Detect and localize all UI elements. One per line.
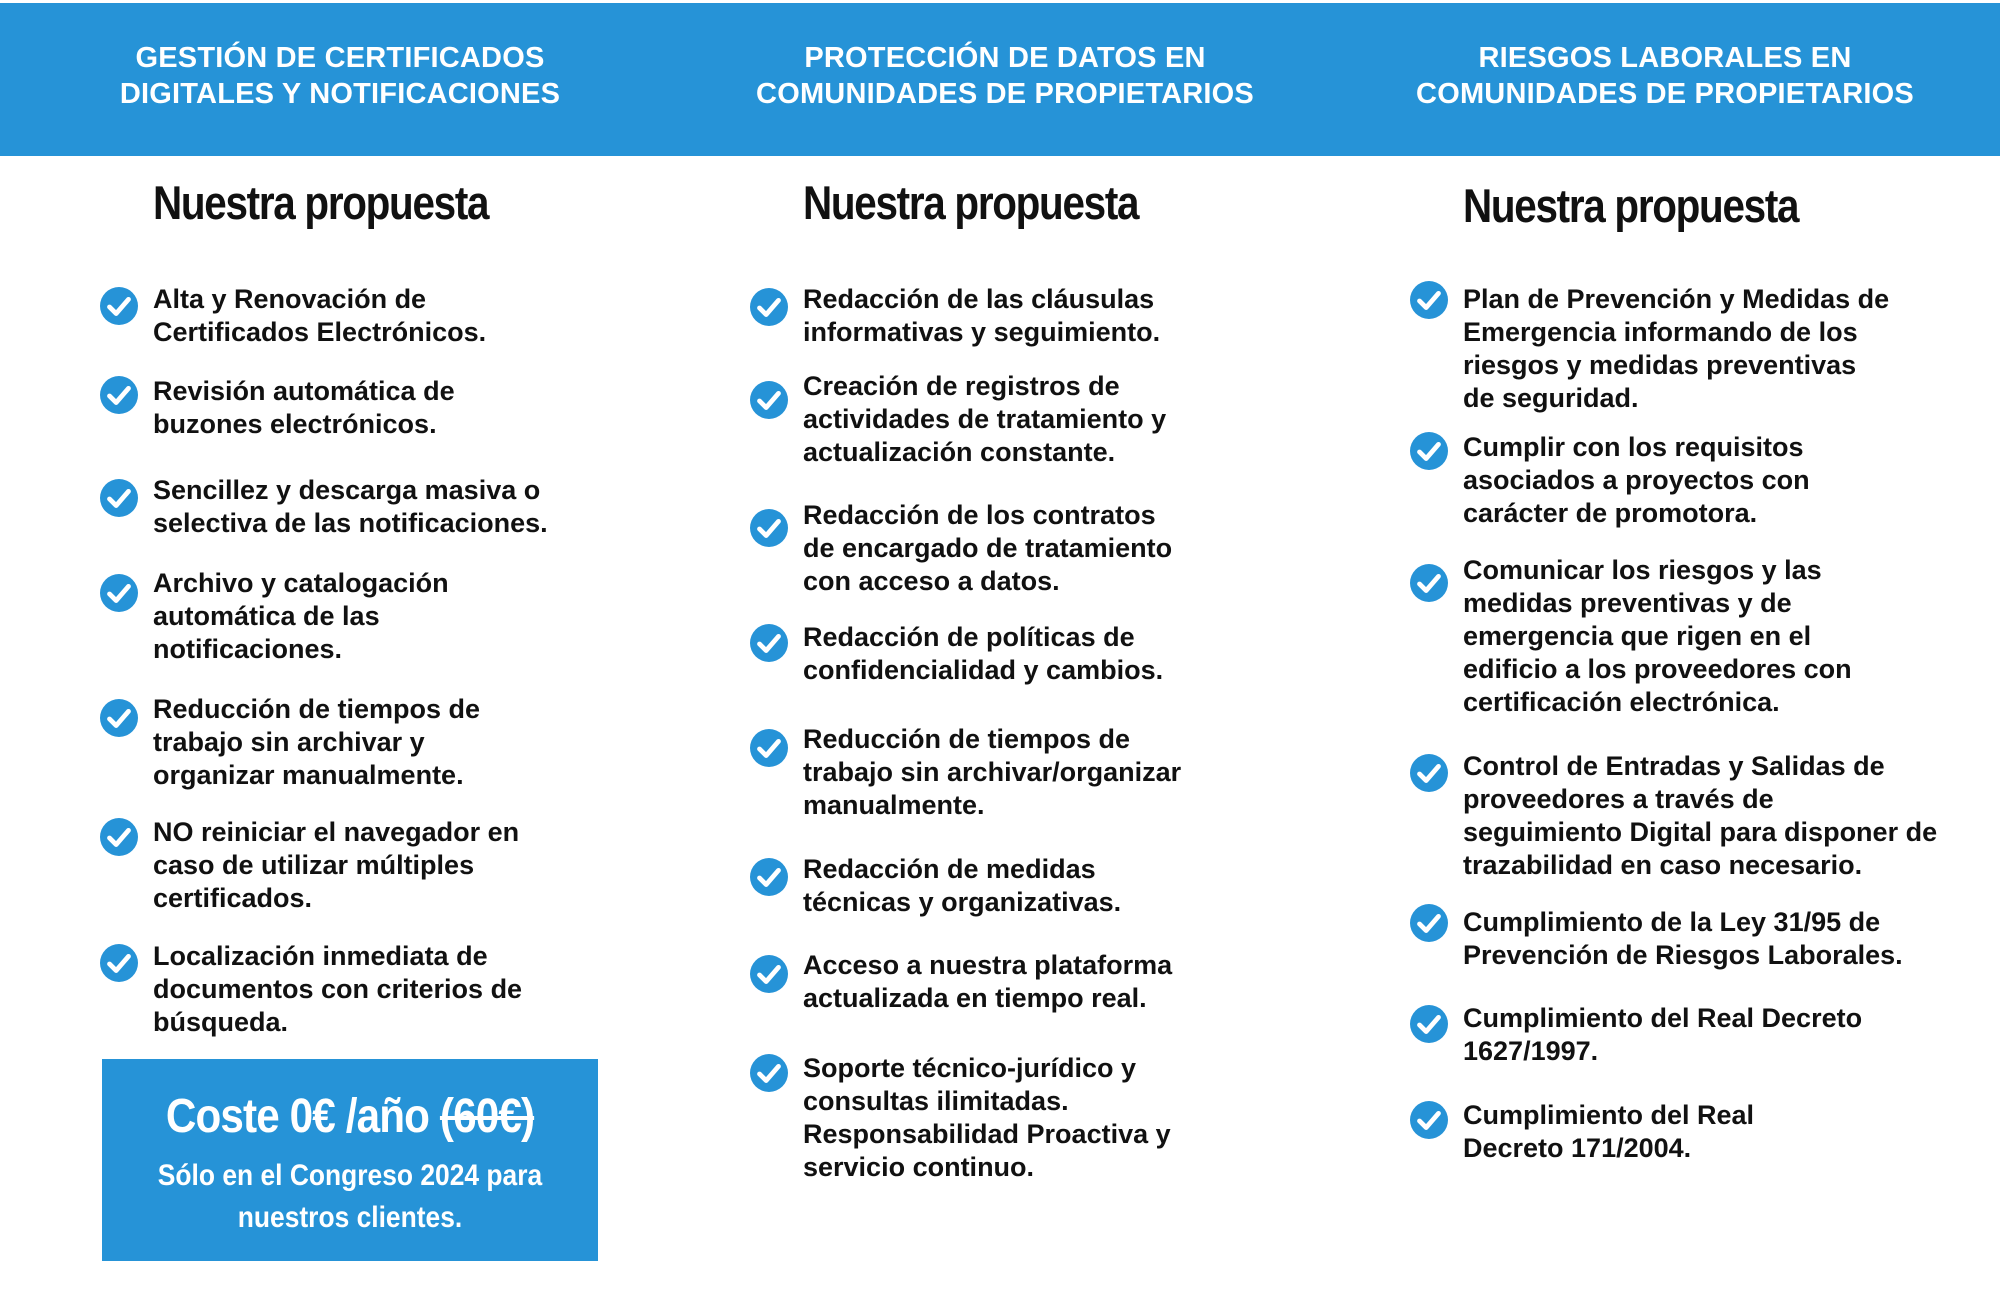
column-header-proteccion-datos [700,40,1310,112]
list-item-text: documentos con criterios de [153,974,523,1004]
check-circle-icon [100,574,138,612]
list-item-text: seguimiento Digital para disponer de [1463,817,1938,847]
check-circle-icon [750,1054,788,1092]
list-item-text: Plan de Prevención y Medidas de [1463,284,1890,314]
list-item-text: carácter de promotora. [1463,498,1758,528]
list-item-text: Prevención de Riesgos Laborales. [1463,940,1903,970]
column-header-line: RIESGOS LABORALES EN [1478,42,1852,74]
list-item-text: emergencia que rigen en el [1463,621,1812,651]
check-circle-icon [750,381,788,419]
list-item-text: técnicas y organizativas. [803,887,1122,917]
check-circle-icon [100,287,138,325]
list-item-text: edificio a los proveedores con [1463,654,1852,684]
list-item-text: Responsabilidad Proactiva y [803,1119,1171,1149]
list-item-text: Cumplir con los requisitos [1463,432,1804,462]
price-subtitle [132,1155,568,1239]
check-circle-icon [750,955,788,993]
list-item-text: notificaciones. [153,634,343,664]
list-item-text: manualmente. [803,790,985,820]
price-subtitle-line: nuestros clientes. [237,1201,463,1234]
list-item-text: NO reiniciar el navegador en [153,817,520,847]
list-item-text: trabajo sin archivar y [153,727,425,757]
list-item-text: Cumplimiento del Real [1463,1100,1755,1130]
list-item-text: Redacción de medidas [803,854,1096,884]
list-item-text: Emergencia informando de los [1463,317,1858,347]
list-item-text: selectiva de las notificaciones. [153,508,548,538]
check-circle-icon [750,858,788,896]
list-item-text: con acceso a datos. [803,566,1060,596]
list-item-text: organizar manualmente. [153,760,464,790]
list-item-text: Cumplimiento de la Ley 31/95 de [1463,907,1881,937]
check-circle-icon [100,376,138,414]
list-item-text: informativas y seguimiento. [803,317,1161,347]
list-item-text: actualización constante. [803,437,1116,467]
list-item-text: Cumplimiento del Real Decreto [1463,1003,1863,1033]
list-item-text: confidencialidad y cambios. [803,655,1164,685]
list-item-text: medidas preventivas y de [1463,588,1792,618]
list-item-text: Redacción de las cláusulas [803,284,1155,314]
check-circle-icon [1410,1101,1448,1139]
check-circle-icon [100,699,138,737]
price-current: Coste 0€ /año [165,1090,430,1143]
check-circle-icon [1410,754,1448,792]
list-item-text: Redacción de políticas de [803,622,1135,652]
column-header-line: DIGITALES Y NOTIFICACIONES [119,78,561,110]
list-item-text: Sencillez y descarga masiva o [153,475,541,505]
section-heading: Nuestra propuesta [153,176,489,229]
list-item-text: proveedores a través de [1463,784,1774,814]
list-item-text: caso de utilizar múltiples [153,850,475,880]
check-circle-icon [100,818,138,856]
check-circle-icon [750,509,788,547]
list-item-text: 1627/1997. [1463,1036,1599,1066]
list-item-text: consultas ilimitadas. [803,1086,1069,1116]
list-item-text: de seguridad. [1463,383,1639,413]
check-circle-icon [100,479,138,517]
price-subtitle-line: Sólo en el Congreso 2024 para [157,1159,543,1192]
list-item-text: Localización inmediata de [153,941,488,971]
check-circle-icon [1410,904,1448,942]
check-circle-icon [1410,564,1448,602]
list-item-text: riesgos y medidas preventivas [1463,350,1857,380]
list-item-text: Soporte técnico-jurídico y [803,1053,1137,1083]
column-header-riesgos-laborales [1365,40,1965,112]
list-item-text: Decreto 171/2004. [1463,1133,1692,1163]
check-circle-icon [750,729,788,767]
list-item-text: buzones electrónicos. [153,409,437,439]
list-item-text: actividades de tratamiento y [803,404,1167,434]
list-item-text: asociados a proyectos con [1463,465,1810,495]
price-old: (60€) [439,1090,535,1143]
list-item-text: Redacción de los contratos [803,500,1156,530]
check-circle-icon [100,944,138,982]
list-item-text: trabajo sin archivar/organizar [803,757,1182,787]
list-item-text: Reducción de tiempos de [153,694,481,724]
list-item-text: Acceso a nuestra plataforma [803,950,1173,980]
check-circle-icon [1410,1005,1448,1043]
column-header-certificados [40,40,640,112]
price-main [132,1089,568,1144]
column-header-line: GESTIÓN DE CERTIFICADOS [135,42,545,74]
list-item-text: certificados. [153,883,313,913]
list-item-text: Comunicar los riesgos y las [1463,555,1822,585]
check-circle-icon [750,624,788,662]
list-item-text: Certificados Electrónicos. [153,317,487,347]
list-item-text: Control de Entradas y Salidas de [1463,751,1885,781]
check-circle-icon [1410,281,1448,319]
list-item-text: Creación de registros de [803,371,1120,401]
price-promo-box [102,1059,598,1261]
list-item-text: certificación electrónica. [1463,687,1780,717]
list-item-text: trazabilidad en caso necesario. [1463,850,1863,880]
list-item-text: Revisión automática de [153,376,455,406]
list-item-text: Alta y Renovación de [153,284,427,314]
check-circle-icon [750,288,788,326]
list-item-text: búsqueda. [153,1007,289,1037]
list-item-text: automática de las [153,601,380,631]
list-item-text: Archivo y catalogación [153,568,449,598]
column-header-line: COMUNIDADES DE PROPIETARIOS [1416,78,1914,110]
column-header-line: COMUNIDADES DE PROPIETARIOS [756,78,1254,110]
list-item-text: actualizada en tiempo real. [803,983,1147,1013]
section-heading: Nuestra propuesta [803,176,1139,229]
section-heading: Nuestra propuesta [1463,179,1799,232]
column-header-line: PROTECCIÓN DE DATOS EN [804,42,1206,74]
check-circle-icon [1410,432,1448,470]
list-item-text: de encargado de tratamiento [803,533,1173,563]
list-item-text: Reducción de tiempos de [803,724,1131,754]
list-item-text: servicio continuo. [803,1152,1035,1182]
